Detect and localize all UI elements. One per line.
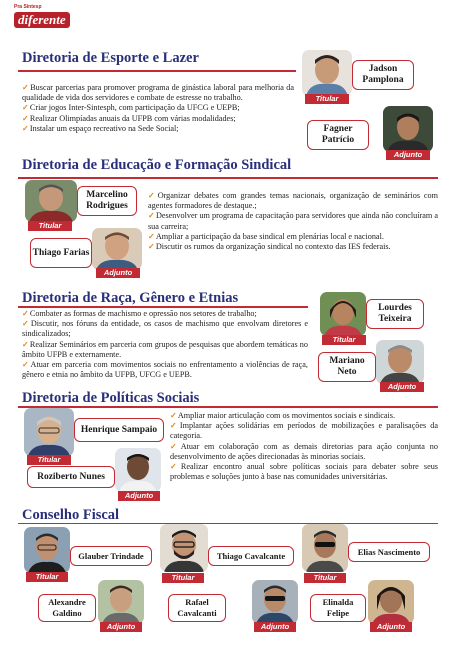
member-photo: [302, 50, 352, 96]
member-name: Fagner Patrício: [307, 120, 369, 150]
list-item: ✓Ampliar a participação da base sindical em plenárias local e nacional.: [148, 231, 384, 241]
member-photo: [24, 527, 70, 573]
member-photo: [25, 180, 77, 222]
politicas-list: [170, 411, 438, 482]
adjunto-label: Adjunto: [380, 382, 424, 392]
member-name: Mariano Neto: [318, 352, 376, 382]
member-name: Marcelino Rodrigues: [77, 186, 137, 216]
member-name: Roziberto Nunes: [27, 466, 115, 488]
esporte-list: [22, 83, 294, 134]
member-name: Elinalda Felipe: [310, 594, 366, 622]
section-title-educacao: Diretoria de Educação e Formação Sindical: [22, 157, 292, 173]
educacao-list: [148, 191, 438, 252]
logo-word: diferente: [14, 12, 70, 28]
titular-label: Titular: [305, 94, 349, 104]
section-title-conselho: Conselho Fiscal: [22, 507, 120, 523]
member-name: Glauber Trindade: [70, 546, 152, 566]
raca-list: [22, 309, 308, 380]
section-rule: [18, 70, 296, 72]
member-photo: [383, 106, 433, 152]
section-rule: [18, 523, 438, 524]
member-photo: [376, 340, 424, 384]
sintesp-logo: [14, 4, 72, 38]
section-rule: [18, 306, 308, 308]
member-name: Alexandre Galdino: [38, 594, 96, 622]
member-photo: [320, 292, 366, 336]
list-item: ✓Desenvolver um programa de capacitação para servidores que ainda não concluíram a sua carreira;: [148, 211, 438, 231]
list-item: ✓Criar jogos Inter-Sintesph, com participação da UFCG e UEPB;: [22, 103, 240, 113]
section-title-esporte: Diretoria de Esporte e Lazer: [22, 50, 199, 66]
member-name: Jadson Pamplona: [352, 60, 414, 90]
member-photo: [368, 580, 414, 624]
adjunto-label: Adjunto: [386, 150, 430, 160]
adjunto-label: Adjunto: [370, 622, 412, 632]
list-item: ✓Realizar Seminários em parceria com grupos de pesquisas que abordem temáticas no âmbito UFPB e externamente.: [22, 339, 308, 359]
list-item: ✓Discutir os rumos da organização sindical no contexto das IES federais.: [148, 242, 391, 252]
adjunto-label: Adjunto: [100, 622, 142, 632]
list-item: ✓Ampliar maior articulação com os movimentos sociais e sindicais.: [170, 411, 396, 420]
member-name: Lourdes Teixeira: [366, 299, 424, 329]
adjunto-label: Adjunto: [118, 491, 160, 501]
list-item: ✓Realizar encontro anual sobre políticas sociais para debater sobre seus problemas e soluções junto à base nas comunidades universitárias.: [170, 462, 438, 482]
titular-label: Titular: [322, 335, 366, 345]
section-rule: [18, 177, 438, 179]
member-photo: [92, 228, 142, 270]
list-item: ✓Instalar um espaço recreativo na Sede Social;: [22, 123, 179, 133]
member-name: Elias Nascimento: [348, 542, 430, 562]
list-item: ✓Combater as formas de machismo e opressão nos setores de trabalho;: [22, 309, 257, 318]
list-item: ✓Discutir, nos fóruns da entidade, os casos de machismo que envolvam diretores e sindicalizados;: [22, 319, 308, 339]
list-item: ✓Atuar em parceria com movimentos sociais no enfrentamento a violências de raça, gênero e etnia no âmbito da UFPB, UFCG e UEPB.: [22, 360, 308, 380]
member-photo: [302, 524, 348, 572]
member-name: Henrique Sampaio: [74, 418, 164, 442]
member-photo: [115, 448, 161, 492]
titular-label: Titular: [162, 573, 204, 583]
list-item: ✓Realizar Olimpíadas anuais da UFPB com várias modalidades;: [22, 113, 236, 123]
member-name: Rafael Cavalcanti: [168, 594, 226, 622]
adjunto-label: Adjunto: [254, 622, 296, 632]
titular-label: Titular: [28, 221, 72, 231]
list-item: ✓Implantar ações solidárias em períodos de mobilizações e paralisações da categoria.: [170, 421, 438, 441]
member-photo: [98, 580, 144, 624]
list-item: ✓Organizar debates com grandes temas nacionais, organização de seminários com agentes formadores de destaque.;: [148, 191, 438, 211]
titular-label: Titular: [26, 572, 68, 582]
logo-top-text: Pra Sintesp: [14, 4, 42, 10]
list-item: ✓Atuar em colaboração com as demais diretorias para ação conjunta no desenvolvimento de ações direcionadas às minorias sociais.: [170, 441, 438, 461]
member-name: Thiago Farias: [30, 238, 92, 268]
member-name: Thiago Cavalcante: [208, 546, 294, 566]
titular-label: Titular: [304, 573, 346, 583]
section-title-politicas: Diretoria de Políticas Sociais: [22, 390, 200, 406]
member-photo: [24, 408, 74, 456]
adjunto-label: Adjunto: [96, 268, 140, 278]
section-title-raca: Diretoria de Raça, Gênero e Etnias: [22, 290, 239, 306]
titular-label: Titular: [27, 455, 71, 465]
list-item: ✓Buscar parcerias para promover programa de ginástica laboral para melhoria da qualidade de vida dos servidores e combate de estresse no trabalho.: [22, 83, 294, 103]
member-photo: [252, 580, 298, 624]
member-photo: [160, 524, 208, 572]
section-rule: [18, 406, 438, 408]
